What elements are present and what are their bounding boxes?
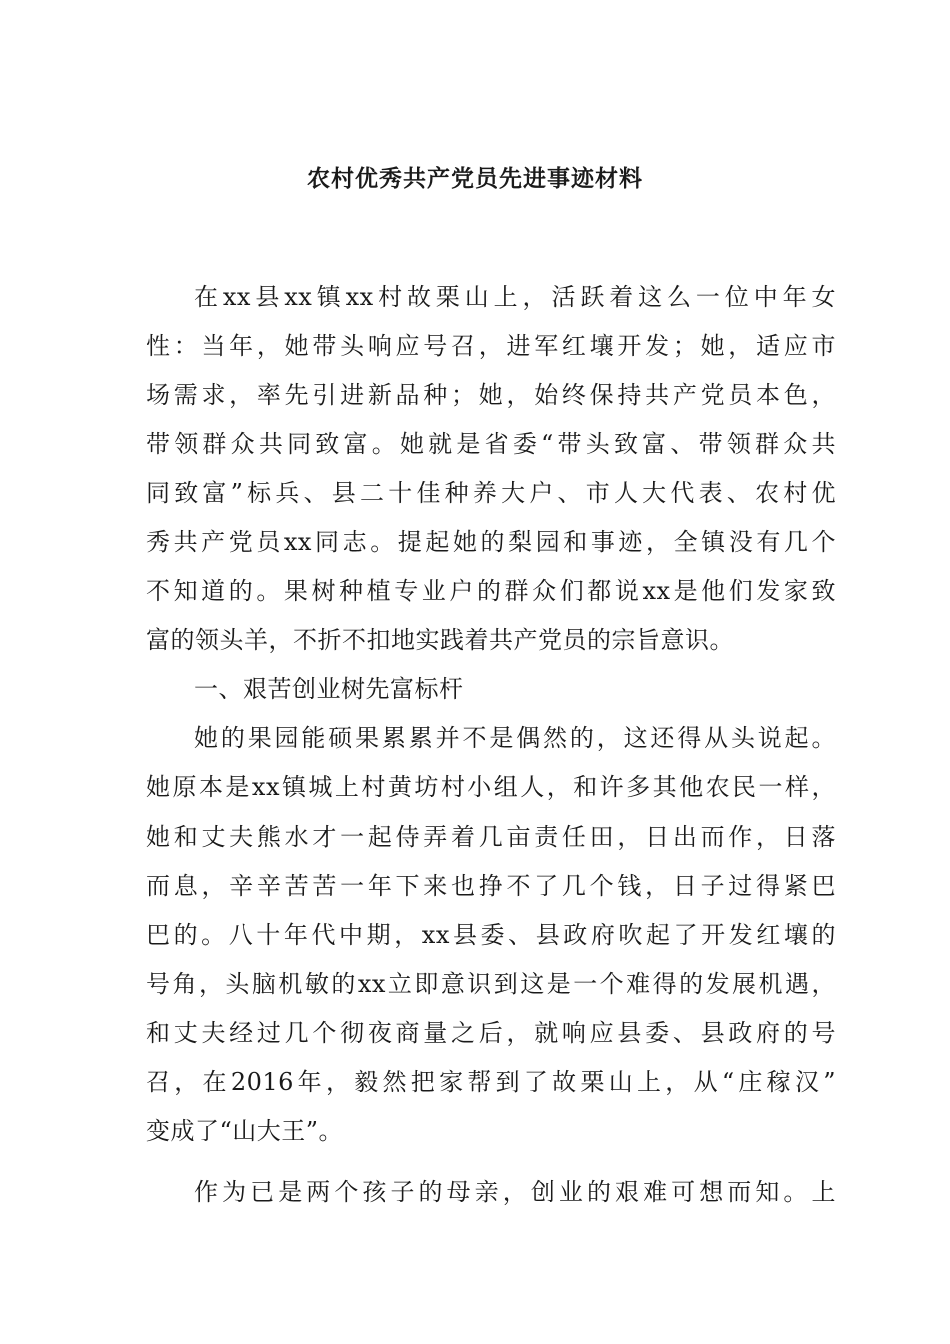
paragraph-line: 她和丈夫熊水才一起侍弄着几亩责任田，日出而作，日落: [146, 823, 836, 851]
paragraph-line: 而息，辛辛苦苦一年下来也挣不了几个钱，日子过得紧巴: [146, 872, 836, 900]
paragraph-line: 号角，头脑机敏的xx立即意识到这是一个难得的发展机遇，: [146, 970, 836, 998]
paragraph-line: 不知道的。果树种植专业户的群众们都说xx是他们发家致: [146, 577, 836, 605]
paragraph-line: 她原本是xx镇城上村黄坊村小组人，和许多其他农民一样，: [146, 773, 836, 801]
paragraph-line: 秀共产党员xx同志。提起她的梨园和事迹，全镇没有几个: [146, 528, 836, 556]
paragraph-line: 场需求，率先引进新品种；她，始终保持共产党员本色，: [146, 381, 836, 409]
paragraph-line: 带领群众共同致富。她就是省委“带头致富、带领群众共: [146, 430, 836, 458]
paragraph-line: 巴的。八十年代中期，xx县委、县政府吹起了开发红壤的: [146, 921, 836, 949]
paragraph-line: 富的领头羊，不折不扣地实践着共产党员的宗旨意识。: [146, 626, 734, 654]
paragraph-line: 她的果园能硕果累累并不是偶然的，这还得从头说起。: [194, 724, 836, 752]
paragraph-line: 和丈夫经过几个彻夜商量之后，就响应县委、县政府的号: [146, 1019, 836, 1047]
paragraph-line: 变成了“山大王”。: [146, 1117, 344, 1145]
document-title: 农村优秀共产党员先进事迹材料: [307, 165, 643, 192]
section-heading: 一、艰苦创业树先富标杆: [194, 675, 464, 703]
paragraph-line: 作为已是两个孩子的母亲，创业的艰难可想而知。上: [194, 1178, 836, 1206]
paragraph-line: 召，在2016年，毅然把家帮到了故栗山上，从“庄稼汉”: [146, 1068, 836, 1096]
paragraph-line: 在xx县xx镇xx村故栗山上，活跃着这么一位中年女: [194, 283, 836, 311]
paragraph-line: 性：当年，她带头响应号召，进军红壤开发；她，适应市: [146, 332, 836, 360]
paragraph-line: 同致富”标兵、县二十佳种养大户、市人大代表、农村优: [146, 479, 836, 507]
